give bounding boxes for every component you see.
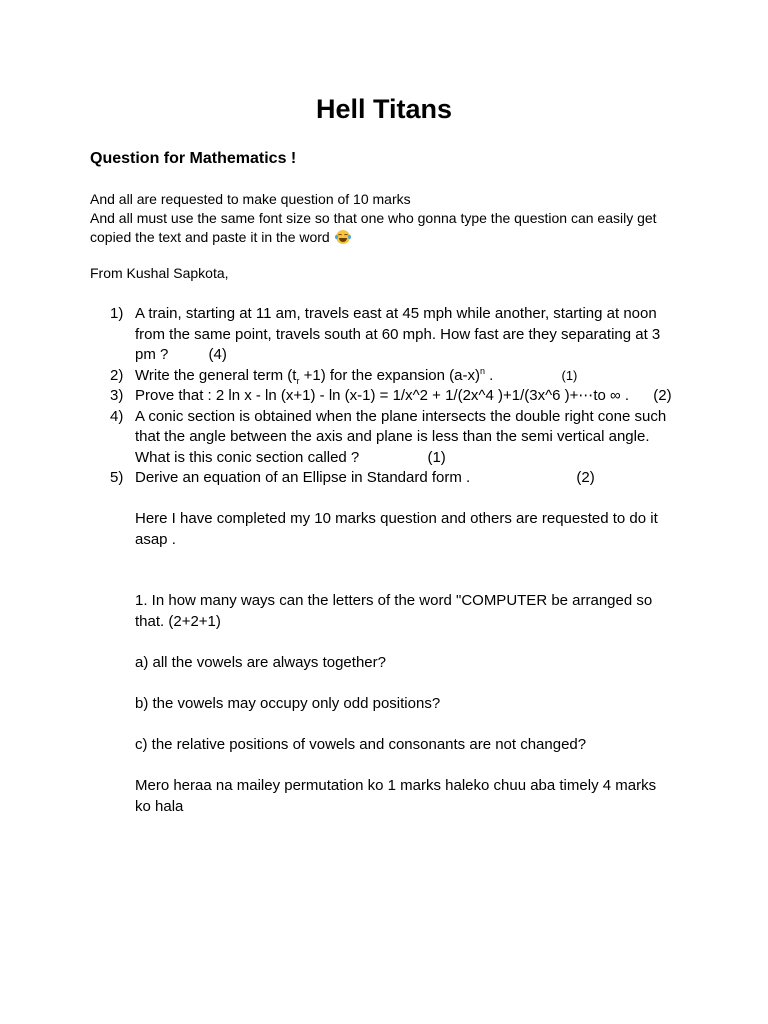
question-number: 3): [110, 387, 124, 404]
question-marks: (2): [576, 469, 595, 486]
permutation-question: 1. In how many ways can the letters of the word "COMPUTER be arranged so that. (2+2+1): [135, 592, 653, 630]
list-item: [110, 366, 680, 387]
page-title: Hell Titans: [315, 94, 453, 124]
completion-note: Here I have completed my 10 marks question and others are requested to do it asap .: [135, 510, 658, 548]
list-item: [110, 304, 680, 366]
subscript-r: r: [296, 375, 300, 386]
list-item: [110, 386, 680, 407]
list-item: [110, 468, 680, 489]
question-marks: (4): [208, 346, 227, 363]
laughing-tears-icon: [336, 230, 350, 244]
question-text-part: .: [484, 366, 494, 384]
intro-text: [90, 190, 670, 247]
question-number: 1): [110, 305, 124, 322]
question-number: 4): [110, 407, 124, 425]
list-item: [110, 407, 680, 469]
question-text: A conic section is obtained when the plane intersects the double right cone such that the angle between the axis and plane is less than the semi vertical angle. What is this conic section called ?: [135, 407, 667, 466]
sub-question-c: c) the relative positions of vowels and consonants are not changed?: [135, 736, 587, 753]
question-marks: (2): [653, 387, 672, 404]
question-text: Prove that : 2 ln x - ln (x+1) - ln (x-1) = 1/x^2 + 1/(2x^4 )+1/(3x^6 )+⋯to ∞ .: [135, 387, 630, 404]
question-list: [110, 304, 680, 489]
question-text-part: +1) for the expansion (a-x): [299, 366, 480, 384]
question-text: Derive an equation of an Ellipse in Standard form .: [135, 469, 471, 486]
question-number: 2): [110, 366, 124, 384]
question-text-part: Write the general term (t: [135, 366, 297, 384]
question-marks: (1): [427, 448, 446, 466]
superscript-n: n: [479, 365, 485, 376]
question-marks: (1): [561, 367, 578, 383]
section-heading: Question for Mathematics !: [90, 150, 297, 167]
question-number: 5): [110, 469, 124, 486]
intro-line-2-text: And all must use the same font size so that one who gonna type the question can easily get copied the text and paste it in the word: [90, 210, 657, 245]
intro-line-1: And all are requested to make question of 10 marks: [90, 191, 411, 207]
author-line: From Kushal Sapkota,: [90, 265, 229, 281]
sub-question-a: a) all the vowels are always together?: [135, 654, 386, 671]
question-text: A train, starting at 11 am, travels east at 45 mph while another, starting at noon from the same point, travels south at 60 mph. How fast are they separating at 3 pm ?: [135, 305, 661, 363]
intro-line-2: [90, 209, 670, 247]
closing-note: Mero heraa na mailey permutation ko 1 marks haleko chuu aba timely 4 marks ko hala: [135, 777, 657, 815]
sub-question-b: b) the vowels may occupy only odd positions?: [135, 695, 441, 712]
